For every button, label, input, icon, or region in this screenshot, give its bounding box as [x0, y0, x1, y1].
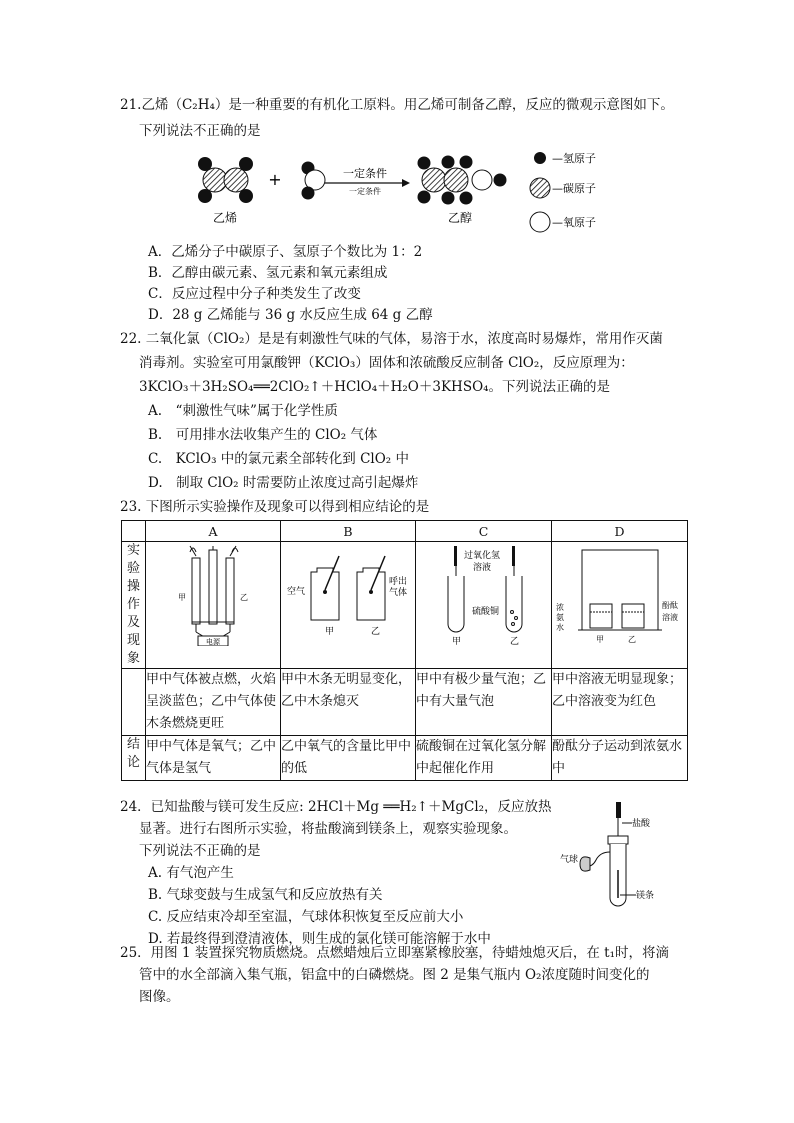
arrow-condition-bottom: 一定条件 — [349, 187, 381, 196]
svg-text:酚酞: 酚酞 — [662, 601, 678, 610]
water-molecule — [302, 162, 326, 200]
q22-option-d: D. 制取 ClO₂ 时需要防止浓度过高引起爆炸 — [148, 475, 419, 491]
conclusion-a: 甲中气体是氧气；乙中气体是氢气 — [146, 736, 281, 781]
q22-stem-line2: 消毒剂。实验室可用氯酸钾（KClO₃）固体和浓硫酸反应制备 ClO₂，反应原理为： — [139, 355, 634, 371]
q24-stem-line3: 下列说法不正确的是 — [139, 843, 261, 859]
q24-option-d: D. 若最终得到澄清液体，则生成的氯化镁可能溶解于水中 — [148, 931, 491, 947]
header-a: A — [146, 521, 281, 542]
header-b: B — [281, 521, 416, 542]
q24-option-b: B. 气球变鼓与生成氢气和反应放热有关 — [148, 887, 383, 903]
svg-text:甲: 甲 — [178, 593, 186, 602]
row-label-operation: 实 验 操 作 及 现 象 — [122, 542, 146, 669]
legend-c: —碳原子 — [552, 182, 596, 195]
row-label-conclusion: 结 论 — [122, 736, 146, 781]
observation-d: 甲中溶液无明显现象；乙中溶液变为红色 — [552, 669, 688, 736]
cell-c — [416, 542, 552, 669]
observation-c: 甲中有极少量气泡；乙中有大量气泡 — [416, 669, 552, 736]
table-row-observation — [122, 669, 688, 736]
svg-text:过氧化氢: 过氧化氢 — [463, 551, 501, 561]
q25-stem-line2: 管中的水全部滴入集气瓶，铝盒中的白磷燃烧。图 2 是集气瓶内 O₂浓度随时间变化的 — [139, 967, 650, 983]
svg-text:溶液: 溶液 — [472, 563, 492, 573]
svg-text:乙: 乙 — [240, 593, 248, 602]
fig-mg-label: 镁条 — [636, 891, 655, 901]
cell-b — [281, 542, 416, 669]
svg-text:呼出: 呼出 — [389, 577, 408, 587]
svg-text:乙: 乙 — [371, 627, 381, 637]
electrolysis-apparatus-image — [146, 542, 280, 646]
legend-h: —氢原子 — [552, 152, 596, 165]
label-ethylene: 乙烯 — [212, 211, 238, 225]
svg-text:气体: 气体 — [389, 588, 408, 598]
conclusion-d: 酚酞分子运动到浓氨水中 — [552, 736, 688, 781]
arrow-condition-top: 一定条件 — [343, 167, 387, 180]
q24-apparatus-figure — [560, 800, 690, 910]
legend-o-icon — [530, 212, 550, 232]
bottles-image — [281, 542, 415, 646]
beakers-image — [552, 542, 686, 646]
svg-text:乙: 乙 — [510, 637, 520, 646]
svg-text:甲: 甲 — [452, 637, 462, 646]
cell-d — [552, 542, 688, 669]
svg-text:空气: 空气 — [287, 587, 306, 597]
ethylene-molecule — [198, 157, 253, 203]
fig-balloon-label: 气球 — [560, 855, 579, 865]
legend-o: —氧原子 — [552, 216, 596, 229]
fig-hcl-label: 盐酸 — [632, 819, 651, 829]
q23-experiment-table — [121, 520, 688, 781]
svg-text:水: 水 — [556, 623, 564, 632]
label-ethanol: 乙醇 — [447, 211, 473, 225]
header-c: C — [416, 521, 552, 542]
q21-stem-line2: 下列说法不正确的是 — [139, 123, 261, 139]
svg-text:电源: 电源 — [206, 638, 220, 646]
table-header-row — [122, 521, 688, 542]
q21-reaction-diagram — [180, 140, 640, 240]
conclusion-c: 硫酸铜在过氧化氢分解中起催化作用 — [416, 736, 552, 781]
test-tubes-image — [416, 542, 550, 646]
table-row-conclusion — [122, 736, 688, 781]
svg-text:氨: 氨 — [556, 613, 564, 622]
plus-sign: + — [268, 170, 282, 189]
table-row-operation — [122, 542, 688, 669]
q24-stem-line2: 显著。进行右图所示实验，将盐酸滴到镁条上，观察实验现象。 — [139, 821, 517, 837]
header-d: D — [552, 521, 688, 542]
q24-stem-line1: 24．已知盐酸与镁可发生反应: 2HCl＋Mg ══H₂↑＋MgCl₂，反应放热 — [120, 799, 552, 815]
svg-text:甲: 甲 — [596, 635, 604, 644]
svg-text:硫酸铜: 硫酸铜 — [472, 607, 500, 617]
legend-h-icon — [534, 152, 546, 164]
observation-b: 甲中木条无明显变化，乙中木条熄灭 — [281, 669, 416, 736]
q22-stem-line1: 22. 二氧化氯（ClO₂）是是有刺激性气味的气体，易溶于水，浓度高时易爆炸，常用作灭菌 — [120, 331, 663, 347]
q21-option-d: D．28 g 乙烯能与 36 g 水反应生成 64 g 乙醇 — [148, 307, 433, 323]
legend-c-icon — [530, 178, 550, 198]
q22-option-a: A. “刺激性气味”属于化学性质 — [148, 403, 338, 419]
q22-option-b: B. 可用排水法收集产生的 ClO₂ 气体 — [148, 427, 378, 443]
svg-text:甲: 甲 — [325, 627, 335, 637]
ethanol-molecule — [418, 156, 507, 205]
q21-option-a: A．乙烯分子中碳原子、氢原子个数比为 1：2 — [148, 244, 423, 260]
q21-stem-line1: 21.乙烯（C₂H₄）是一种重要的有机化工原料。用乙烯可制备乙醇，反应的微观示意图如下。 — [120, 97, 674, 113]
svg-text:溶液: 溶液 — [662, 613, 678, 622]
q24-option-c: C. 反应结束冷却至室温，气球体积恢复至反应前大小 — [148, 909, 464, 925]
svg-text:乙: 乙 — [628, 635, 636, 644]
observation-a: 甲中气体被点燃，火焰呈淡蓝色；乙中气体使木条燃烧更旺 — [146, 669, 281, 736]
q21-option-c: C．反应过程中分子种类发生了改变 — [148, 286, 361, 302]
conclusion-b: 乙中氧气的含量比甲中的低 — [281, 736, 416, 781]
cell-a — [146, 542, 281, 669]
q23-stem: 23. 下图所示实验操作及现象可以得到相应结论的是 — [120, 499, 430, 515]
q22-option-c: C. KClO₃ 中的氯元素全部转化到 ClO₂ 中 — [148, 451, 409, 467]
q25-stem-line3: 图像。 — [139, 989, 180, 1005]
q25-stem-line1: 25．用图 1 装置探究物质燃烧。点燃蜡烛后立即塞紧橡胶塞，待蜡烛熄灭后，在 t₁时，将滴 — [120, 945, 669, 961]
q24-option-a: A. 有气泡产生 — [148, 865, 234, 881]
q22-equation: 3KClO₃＋3H₂SO₄══2ClO₂↑＋HClO₄＋H₂O＋3KHSO₄。下列说法正确的是 — [139, 379, 611, 395]
svg-text:浓: 浓 — [556, 603, 564, 612]
q21-option-b: B．乙醇由碳元素、氢元素和氧元素组成 — [148, 265, 388, 281]
